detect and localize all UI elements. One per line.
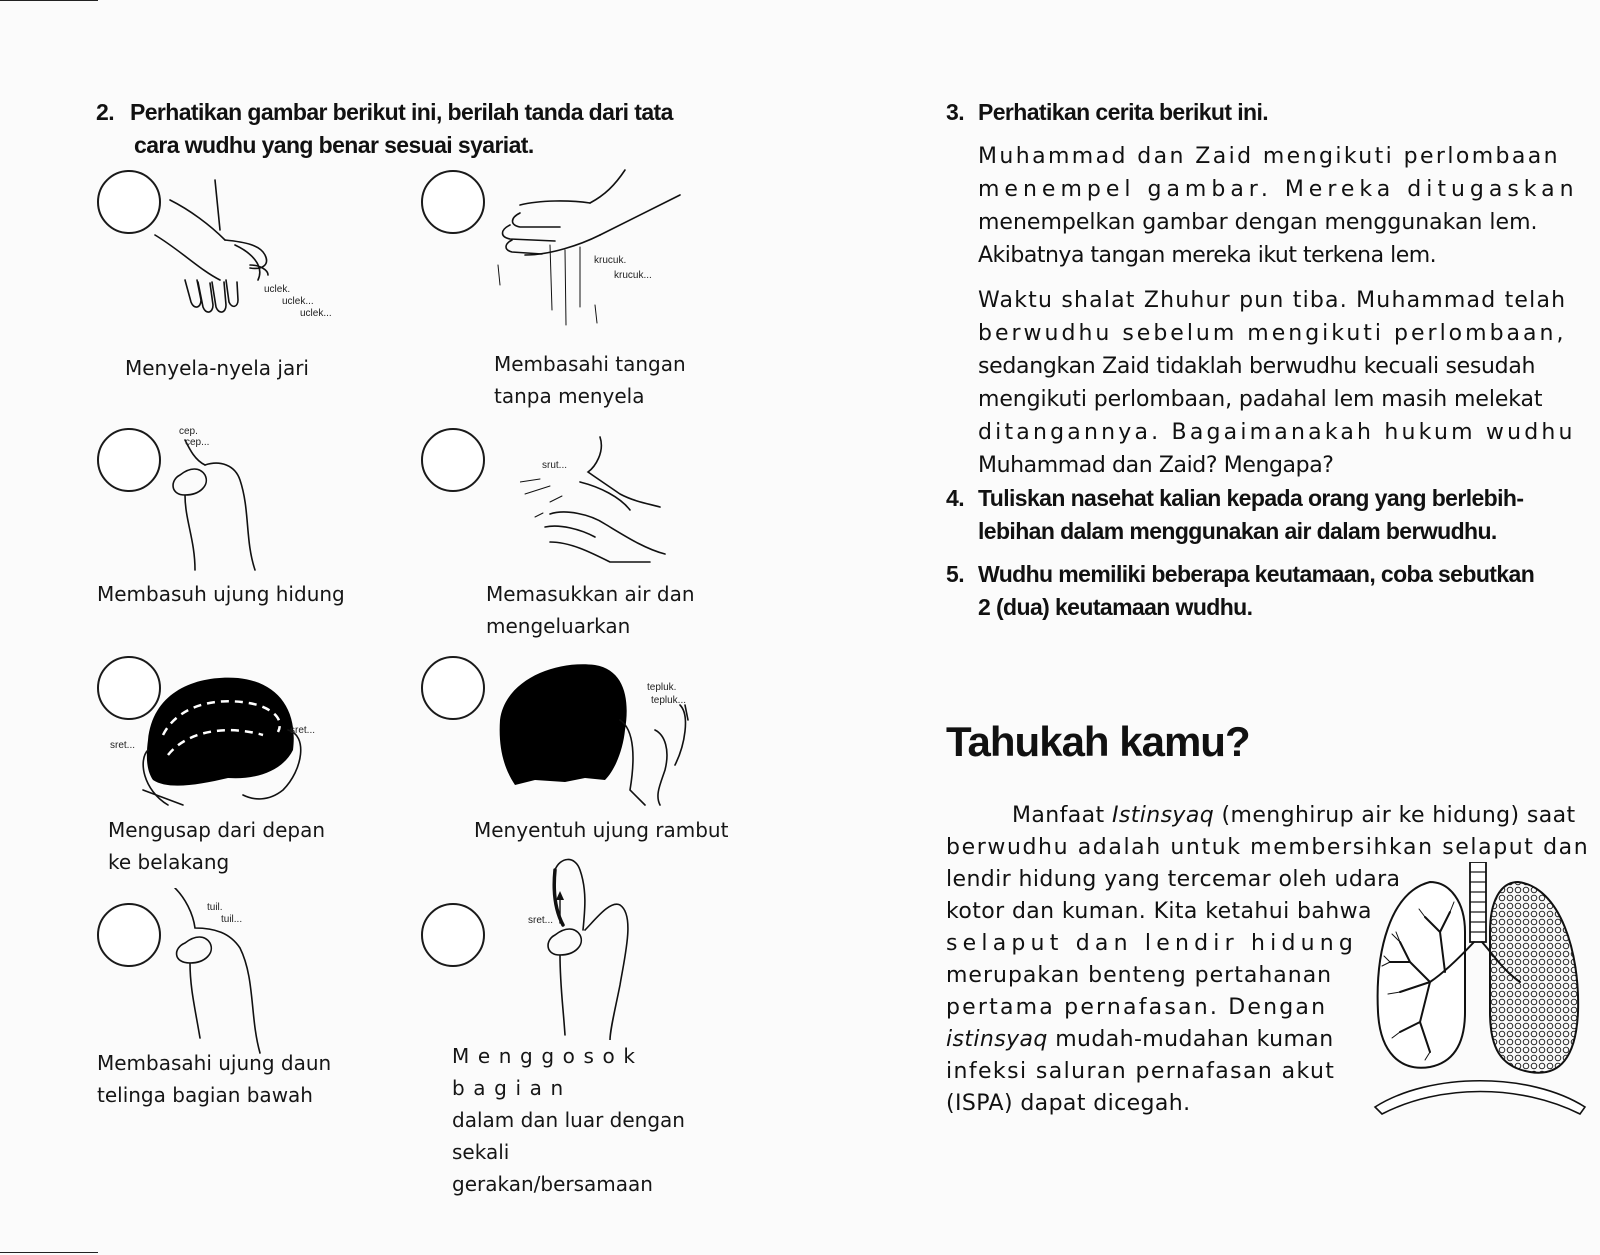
sfx-7b: tuil... [221,914,243,925]
question-4-heading [946,482,1586,548]
sfx-6a: tepluk. [647,682,677,693]
sfx-1c: uclek... [300,308,332,319]
caption-6 [474,814,728,846]
story-p1-l3: menempelkan gambar dengan menggunakan lem. [978,210,1538,235]
fact-title: Tahukah kamu? [946,718,1250,765]
illustration-mouth-rinse [520,432,670,572]
caption-4 [486,578,695,642]
fact-line-1 [946,800,1596,832]
fact-line-3: lendir hidung yang tercemar oleh udara [946,867,1401,892]
fact-line-6: merupakan benteng pertahanan [946,963,1333,988]
story-p1-l2: menempel gambar. Mereka ditugaskan [978,177,1579,202]
story-p1-l4: Akibatnya tangan mereka ikut terkena lem. [978,243,1437,268]
illustration-lungs [1370,862,1592,1117]
story-p2-l6: Muhammad dan Zaid? Mengapa? [978,453,1334,478]
caption-4-line2: mengeluarkan [486,614,631,638]
story-paragraph-1 [978,140,1588,272]
fact-line-4: kotor dan kuman. Kita ketahui bahwa [946,899,1372,924]
caption-2 [494,348,686,412]
sfx-4a: srut... [542,460,568,471]
fact-l1a: Manfaat [1012,803,1112,828]
story-p2-l2: berwudhu sebelum mengikuti perlombaan, [978,321,1567,346]
fact-line-5: selaput dan lendir hidung [946,931,1359,956]
illustration-ear-rubbing [525,855,645,1040]
caption-3-line1: Membasuh ujung hidung [97,582,345,606]
answer-circle-5[interactable] [97,656,161,720]
caption-8-line3: gerakan/bersamaan [452,1172,653,1196]
sfx-6b: tepluk... [651,695,687,706]
illustration-earlobe [165,888,275,1058]
fact-line-9: infeksi saluran pernafasan akut [946,1059,1336,1084]
fact-l8b: mudah-mudahan kuman [1047,1027,1334,1052]
question-4-line2: lebihan dalam menggunakan air dalam berwudhu. [978,518,1497,544]
crop-mark-bottom [0,1252,98,1253]
caption-5-line1: Mengusap dari depan [108,818,326,842]
story-paragraph-2 [978,284,1588,482]
answer-circle-2[interactable] [421,170,485,234]
sfx-3b: cep... [185,437,210,448]
sfx-8a: sret... [528,915,554,926]
crop-mark-top [0,0,98,1]
caption-1-line1: Menyela-nyela jari [125,356,309,380]
illustration-wetting-hand [490,165,690,335]
question-2-heading [96,96,756,162]
caption-8-line2: dalam dan luar dengan sekali [452,1108,685,1164]
fact-l8a: istinsyaq [946,1027,1048,1052]
answer-circle-8[interactable] [421,903,485,967]
question-3-heading [946,96,1586,129]
sfx-1a: uclek. [264,284,291,295]
caption-8 [452,1040,744,1200]
answer-circle-7[interactable] [97,903,161,967]
caption-6-line1: Menyentuh ujung rambut [474,818,729,842]
sfx-1b: uclek... [282,296,314,307]
caption-5 [108,814,325,878]
caption-8-line1: Menggosok bagian [452,1044,644,1100]
question-5-line2: 2 (dua) keutamaan wudhu. [978,594,1253,620]
story-p2-l4: mengikuti perlombaan, padahal lem masih melekat [978,387,1543,412]
caption-7 [97,1047,331,1111]
caption-2-line2: tanpa menyela [494,384,645,408]
sfx-7a: tuil. [207,902,223,913]
question-2-number: 2. [96,99,114,125]
caption-2-line1: Membasahi tangan [494,352,686,376]
caption-4-line1: Memasukkan air dan [486,582,695,606]
answer-circle-4[interactable] [421,428,485,492]
caption-3 [97,578,345,610]
question-3-story [978,140,1588,494]
caption-5-line2: ke belakang [108,850,230,874]
answer-circle-3[interactable] [97,428,161,492]
fact-line-2: berwudhu adalah untuk membersihkan selaput dan [946,835,1590,860]
question-2-line2: cara wudhu yang benar sesuai syariat. [134,132,534,158]
answer-circle-6[interactable] [421,656,485,720]
illustration-interlacing-fingers [150,170,350,330]
question-4-number: 4. [946,485,964,511]
question-2-line1: Perhatikan gambar berikut ini, berilah tanda dari tata [130,99,673,125]
fact-line-7: pertama pernafasan. Dengan [946,995,1328,1020]
fact-l1b: Istinsyaq [1111,803,1215,828]
fact-l1c: (menghirup air ke hidung) saat [1214,803,1576,828]
fact-line-10: (ISPA) dapat dicegah. [946,1091,1191,1116]
sfx-2b: krucuk... [614,270,652,281]
question-5-line1: Wudhu memiliki beberapa keutamaan, coba sebutkan [978,561,1535,587]
illustration-touching-hair [495,660,705,810]
story-p2-l5: ditangannya. Bagaimanakah hukum wudhu [978,420,1576,445]
question-3-title: Perhatikan cerita berikut ini. [978,99,1269,125]
caption-1 [125,352,309,384]
sfx-5a: sret... [110,740,136,751]
caption-7-line2: telinga bagian bawah [97,1083,313,1107]
sfx-5b: sret... [290,725,316,736]
question-5-heading [946,558,1586,624]
question-4-line1: Tuliskan nasehat kalian kepada orang yang berlebih- [978,485,1524,511]
caption-7-line1: Membasahi ujung daun [97,1051,332,1075]
story-p2-l1: Waktu shalat Zhuhur pun tiba. Muhammad telah [978,288,1567,313]
sfx-2a: krucuk. [594,255,627,266]
story-p1-l1: Muhammad dan Zaid mengikuti perlombaan [978,144,1560,169]
illustration-nose-rinse [165,420,275,580]
question-5-number: 5. [946,561,964,587]
story-p2-l3: sedangkan Zaid tidaklah berwudhu kecuali sesudah [978,354,1536,379]
question-3-number: 3. [946,99,964,125]
sfx-3a: cep. [179,426,198,437]
